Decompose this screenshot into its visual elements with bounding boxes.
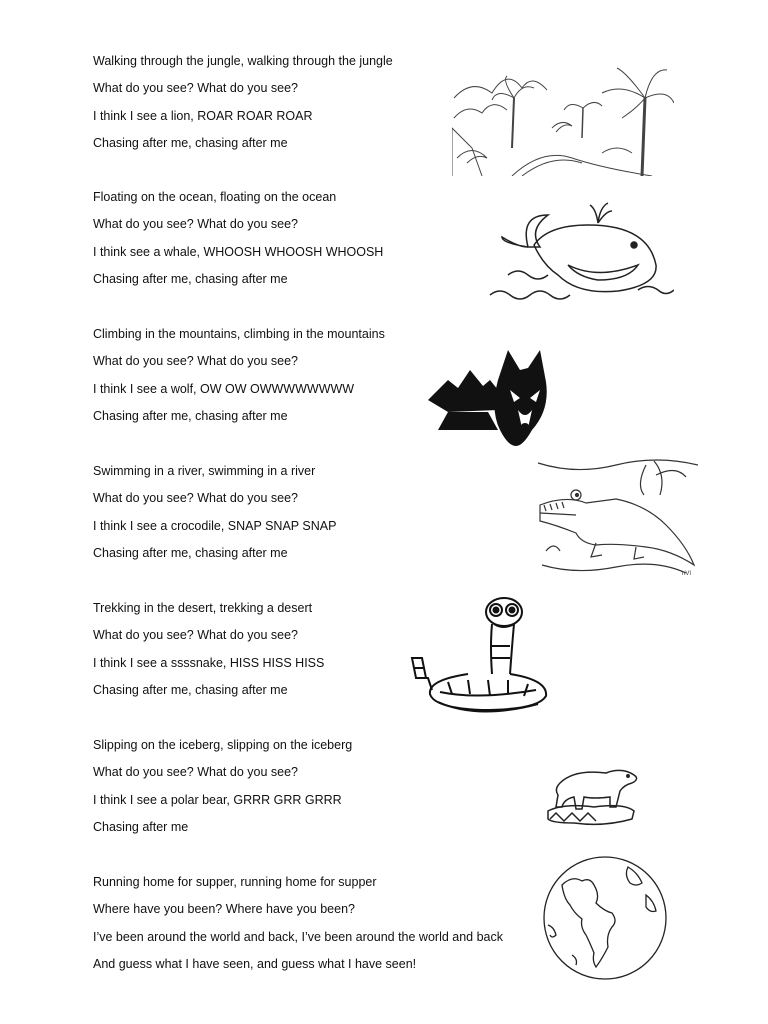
stanza-river bbox=[93, 463, 336, 572]
lyric-line: Chasing after me, chasing after me bbox=[93, 408, 288, 423]
lyric-line: Chasing after me, chasing after me bbox=[93, 545, 288, 560]
lyric-line: I think I see a polar bear, GRRR GRR GRRR bbox=[93, 792, 342, 807]
lyric-line: Trekking in the desert, trekking a desert bbox=[93, 601, 313, 615]
lyric-line: I think see a whale, WHOOSH WHOOSH WHOOSH bbox=[93, 244, 384, 259]
stanza-ocean bbox=[93, 189, 383, 298]
stanza-desert bbox=[93, 600, 324, 709]
lyric-line: Chasing after me bbox=[93, 819, 189, 834]
lyric-line: I think I see a crocodile, SNAP SNAP SNAP bbox=[93, 518, 337, 533]
stanza-jungle bbox=[93, 53, 393, 162]
lyric-line: What do you see? What do you see? bbox=[93, 491, 298, 506]
lyric-line: Climbing in the mountains, climbing in the mountains bbox=[93, 327, 385, 341]
wolf-illustration bbox=[428, 350, 550, 446]
lyric-line: Where have you been? Where have you been? bbox=[93, 902, 355, 917]
lyric-line: Walking through the jungle, walking through the jungle bbox=[93, 54, 393, 68]
lyric-line: Chasing after me, chasing after me bbox=[93, 271, 288, 286]
crocodile-illustration bbox=[536, 455, 698, 579]
rattlesnake-illustration bbox=[408, 596, 556, 720]
jungle-scene-illustration bbox=[452, 58, 674, 176]
lyric-line: What do you see? What do you see? bbox=[93, 765, 298, 780]
lyric-line: What do you see? What do you see? bbox=[93, 81, 298, 96]
lyric-line: Floating on the ocean, floating on the ocean bbox=[93, 190, 337, 204]
lyric-line: Running home for supper, running home for supper bbox=[93, 875, 377, 889]
lyric-line: Chasing after me, chasing after me bbox=[93, 135, 288, 150]
lyric-line: Swimming in a river, swimming in a river bbox=[93, 464, 316, 478]
lyric-line: I’ve been around the world and back, I’ve been around the world and back bbox=[93, 929, 503, 944]
lyric-line: I think I see a ssssnake, HISS HISS HISS bbox=[93, 655, 325, 670]
lyric-line: I think I see a lion, ROAR ROAR ROAR bbox=[93, 108, 313, 123]
polar-bear-illustration bbox=[544, 763, 640, 829]
lyric-line: I think I see a wolf, OW OW OWWWWWWWW bbox=[93, 381, 355, 396]
lyric-line: Chasing after me, chasing after me bbox=[93, 682, 288, 697]
stanza-iceberg bbox=[93, 737, 352, 846]
lyric-line: What do you see? What do you see? bbox=[93, 628, 298, 643]
lyric-line: What do you see? What do you see? bbox=[93, 217, 298, 232]
lyric-line: Slipping on the iceberg, slipping on the iceberg bbox=[93, 738, 353, 752]
svg-text:nVI: nVI bbox=[682, 571, 692, 577]
whale-illustration bbox=[488, 195, 674, 307]
stanza-mountains bbox=[93, 326, 385, 435]
lyric-line: What do you see? What do you see? bbox=[93, 354, 298, 369]
lyric-line: And guess what I have seen, and guess what I have seen! bbox=[93, 956, 417, 971]
stanza-home bbox=[93, 874, 503, 983]
globe-illustration bbox=[542, 855, 668, 981]
